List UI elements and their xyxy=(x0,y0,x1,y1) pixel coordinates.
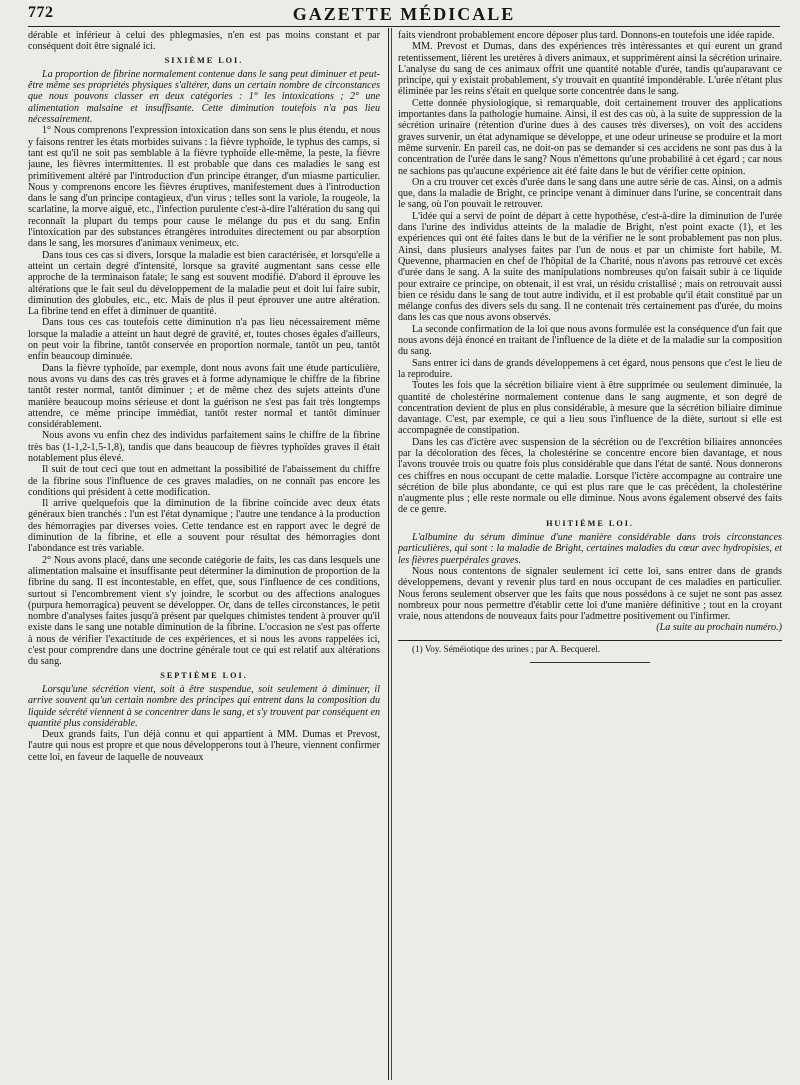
right-column xyxy=(398,30,782,1080)
paragraph: dérable et inférieur à celui des phlegmasies, n'en est pas moins constant et par conséquent doit être signalé ici. xyxy=(28,30,380,53)
end-rule xyxy=(530,662,650,663)
paragraph: 2° Nous avons placé, dans une seconde catégorie de faits, les cas dans lesquels une alimentation malsaine et insuffisante peut déterminer la diminution de proportion de la fibrine du sang. Il est incontestable, en effet, que, sous l'influence de ces conditions, surtout si l'encombrement vient s'y joindre, le scorbut ou des affections analogues (purpura hemorragica) peuvent se développer. Or, dans de telles circonstances, le petit nombre d'analyses faites jusqu'à présent par quelques chimistes tendent à prouver qu'il existe dans le sang une notable diminution de la fibrine. L'occasion ne s'est pas offerte à nous de vérifier l'exactitude de ces expériences, et si nous les avons rappelées ici, c'est pour comprendre dans une doctrine générale tout ce qui est relatif aux altérations du sang. xyxy=(28,554,380,668)
paragraph: On a cru trouver cet excès d'urée dans le sang dans une autre série de cas. Ainsi, on a admis que, dans la maladie de Bright, ce principe venant à diminuer dans l'urine, se concentrait dans le sang, où l'on pouvait le retrouver. xyxy=(398,176,782,211)
paragraph: Nous nous contentons de signaler seulement ici cette loi, sans entrer dans de grands développemens, devant y revenir plus tard en nous occupant de ces maladies en particulier. Nous ferons seulement observer que les faits que nous possédons à ce sujet ne sont pas assez nombreux pour nous permettre d'établir cette loi d'une manière définitive ; tout en la croyant vraie, nous attendons de nouveaux faits pour l'admettre positivement ou l'infirmer. xyxy=(398,565,782,623)
paragraph: MM. Prevost et Dumas, dans des expériences très intéressantes et qui eurent un grand retentissement, lièrent les uretères à divers animaux, et supprimèrent ainsi la sécrétion urinaire. L'analyse du sang de ces animaux offrit une quantité notable d'urée, tandis qu'auparavant ce principe, qui y existait probablement, s'y trouvait en quantité impondérable. L'urée n'étant plus éliminée par les reins s'était en quelque sorte concentrée dans le sang. xyxy=(398,41,782,98)
law-statement: L'albumine du sérum diminue d'une manière considérable dans trois circonstances particulières, qui sont : la maladie de Bright, certaines maladies du cœur avec hydropisies, et les fièvres puerpérales graves. xyxy=(398,532,782,566)
masthead-title: GAZETTE MÉDICALE xyxy=(292,4,516,24)
column-divider xyxy=(388,28,389,1080)
paragraph: Il arrive quelquefois que la diminution de la fibrine coïncide avec deux états généraux bien tranchés : l'un est l'état dynamique ; l'autre une tendance à la production des hémorragies par diverses voies. Cette tendance est en rapport avec le degré de diminution de la fibrine, et elle a souvent pour résultat des hémorragies dont l'abondance est très variable. xyxy=(28,498,380,555)
continued-note: (La suite au prochain numéro.) xyxy=(656,622,782,634)
paragraph: Nous avons vu enfin chez des individus parfaitement sains le chiffre de la fibrine très bas (1-1,2-1,5-1,8), tandis que dans beaucoup de fièvres typhoïdes graves il était notablement plus élevé. xyxy=(28,430,380,464)
page-number: 772 xyxy=(28,4,54,21)
paragraph: Sans entrer ici dans de grands développemens à cet égard, nous pensons que c'est le lieu de la reproduire. xyxy=(398,357,782,380)
footnote: (1) Voy. Séméiotique des urines ; par A. Becquerel. xyxy=(412,643,601,654)
paragraph: Dans les cas d'ictère avec suspension de la sécrétion ou de l'excrétion biliaires annoncées par la décoloration des fèces, la cholestérine se concentre encore bien davantage, et nous l'avons trouvée trois ou quatre fois plus considérable que dans l'état de santé. Nous donnerons ces chiffres en nous occupant de cette maladie. Lorsque l'ictère accompagne au contraire une sécrétion de bile plus abondante, ce qui est plus rare que le cas précédent, la cholestérine n'augmente plus ; elle reste normale ou elle diminue. Nous avons également observé des faits de ce genre. xyxy=(398,436,782,516)
left-column xyxy=(28,30,380,1080)
section-heading-eighth-law: HUITIÈME LOI. xyxy=(546,518,634,528)
paragraph: Il suit de tout ceci que tout en admettant la possibilité de l'abaissement du chiffre de la fibrine sous l'influence de ces graves maladies, on ne connaît pas encore les conditions qui président à cette modification. xyxy=(28,464,380,498)
paragraph: Deux grands faits, l'un déjà connu et qui appartient à MM. Dumas et Prevost, l'autre qui nous est propre et que nous développerons tout à l'heure, viennent confirmer cette loi, en faveur de laquelle de nouveaux xyxy=(28,729,380,763)
section-heading-seventh-law: SEPTIÈME LOI. xyxy=(160,670,248,680)
law-statement: Lorsqu'une sécrétion vient, soit à être suspendue, soit seulement à diminuer, il arrive souvent qu'un certain nombre des principes qui entrent dans la composition du liquide sécrété viennent à se concentrer dans le sang, et s'y trouvent par conséquent en quantité plus considérable. xyxy=(28,683,380,729)
paragraph: L'idée qui a servi de point de départ à cette hypothèse, c'est-à-dire la diminution de l'urée dans l'urine des individus atteints de la maladie de Bright, n'est point exacte (1), et les expériences qui ont été faites dans le but de la vérifier ne le sont probablement pas non plus. Ainsi, dans plusieurs analyses faites par l'un de nous et par un chimiste fort habile, M. Quevenne, pharmacien en chef de l'hôpital de la Charité, nous n'avons pas retrouvé cet excès d'urée dans le sang. A la suite des manipulations nombreuses qu'on faisait subir à ce liquide pour extraire ce principe, on obtenait, il est vrai, un résidu cristallisé ; mais on retrouvait aussi bien ce résidu dans le sang de tout autre individu, et il est probable qu'il était constitué par un mélange confus des divers sels du sang. Il ne contenait très certainement pas d'urée, du moins dans les cas que nous avons observés. xyxy=(398,210,782,324)
paragraph: Toutes les fois que la sécrétion biliaire vient à être supprimée ou seulement diminuée, la quantité de cholestérine normalement contenue dans le sang augmente, et son degré de concentration devient de plus en plus considérable, à mesure que la sécrétion biliaire diminue davantage. C'est, par exemple, ce qui a lieu sous l'influence de la diète, surtout si elle est accompagnée de constipation. xyxy=(398,380,782,437)
section-heading-sixth-law: SIXIÈME LOI. xyxy=(164,55,244,65)
paragraph: Cette donnée physiologique, si remarquable, doit certainement trouver des applications importantes dans la pathologie humaine. Ainsi, il est des cas où, à la suite de suppression de la sécrétion urinaire (rétention d'urine dues à des causes très diverses), on voit des accidens graves survenir, un état adynamique se développe, et une odeur urineuse se produire et la mort même survenir. En pareil cas, ne doit-on pas se demander si ces accidens ne sont pas dus à la concentration de l'urée dans le sang? Nous n'émettons qu'une probabilité à cet égard ; car nous ne sachions pas qu'aucune expérience ait été faite dans le but de vérifier cette opinion. xyxy=(398,97,782,177)
paragraph: faits viendront probablement encore déposer plus tard. Donnons-en toutefois une idée rapide. xyxy=(398,30,775,41)
paragraph: Dans tous ces cas si divers, lorsque la maladie est bien caractérisée, et lorsqu'elle a atteint un certain degré d'intensité, lorsque sa gravité augmentant sans cesse elle approche de la terminaison fatale; le sang est souvent modifié. D'abord il éprouve les altérations que le fait seul du développement de la maladie peut et doit lui faire subir, diminution des globules, etc., etc. Mais de plus il peut éprouver une autre altération. La fibrine tend en effet à diminuer de quantité. xyxy=(28,249,380,318)
header-rule xyxy=(28,26,780,27)
law-statement: La proportion de fibrine normalement contenue dans le sang peut diminuer et peut-être même ses propriétés physiques s'altérer, dans un certain nombre de circonstances que nous pouvons classer en deux catégories : 1° les intoxications ; 2° une alimentation malsaine et insuffisante. Cette diminution toutefois n'a pas lieu nécessairement. xyxy=(28,68,380,126)
paragraph: Dans la fièvre typhoïde, par exemple, dont nous avons fait une étude particulière, nous avons vu dans des cas très graves et à forme adynamique le chiffre de la fibrine tantôt rester normal, tantôt diminuer ; et de même chez des sujets atteints d'une manière beaucoup moins sérieuse et dont la guérison ne s'est pas fait très longtemps attendre, ce même principe immédiat, tantôt rester normal et tantôt diminuer considérablement. xyxy=(28,362,380,431)
paragraph: 1° Nous comprenons l'expression intoxication dans son sens le plus étendu, et nous y faisons rentrer les états morbides suivans : la fièvre typhoïde, le typhus des camps, si tant est qu'il ne soit pas semblable à la fièvre typhoïde elle-même, la peste, la fièvre jaune, les fièvres intermittentes. Il est probable que dans ces maladies le sang est primitivement altéré par l'introduction d'un principe étranger, d'un miasme particulier. Nous y comprenons encore les fièvres éruptives, manifestement dues à l'introduction dans le sang d'un principe contagieux, d'un virus ; telles sont la variole, la rougeole, la scarlatine, la morve aiguë, etc., l'infection purulente c'est-à-dire l'altération du sang qui reconnaît la plupart du temps pour cause le mélange du pus et du sang. Enfin l'intoxication par des substances étrangères introduites directement ou par absorption dans le sang, les morsures d'animaux venimeux, etc. xyxy=(28,125,380,250)
paragraph: La seconde confirmation de la loi que nous avons formulée est la conséquence d'un fait que nous avons déjà énoncé en traitant de l'influence de la diète et de la maladie sur la composition du sang. xyxy=(398,323,782,358)
column-divider-inner xyxy=(391,28,392,1080)
footnote-rule xyxy=(398,640,782,641)
paragraph: Dans tous ces cas toutefois cette diminution n'a pas lieu nécessairement même lorsque la maladie a atteint un haut degré de gravité, et, toutes choses égales d'ailleurs, on peut voir la fibrine, tantôt conservée en proportion normale, tantôt un peu, tantôt enfin beaucoup diminuée. xyxy=(28,317,380,363)
page-header xyxy=(28,4,780,26)
